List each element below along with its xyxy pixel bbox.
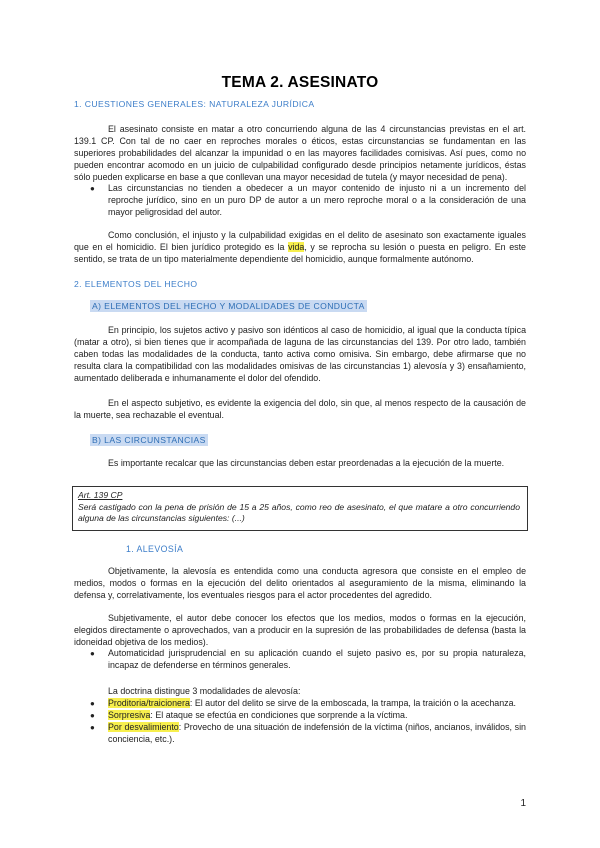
paragraph-subjective-alevosia-text: Subjetivamente, el autor debe conocer los efectos que los medios, modos o formas en la ejecución, elegidos directamente o aprovechados, van a producir en la supresión de las probabilidades de defensa (basta la idoneidad objetiva de los medios).	[74, 613, 526, 647]
modality-description: : El autor del delito se sirve de la emboscada, la trampa, la traición o la acechanza.	[189, 698, 516, 708]
section-1-heading: 1. CUESTIONES GENERALES: NATURALEZA JURÍDICA	[74, 99, 315, 109]
bullet-circumstances	[90, 183, 526, 219]
subsection-a-heading: A) ELEMENTOS DEL HECHO Y MODALIDADES DE CONDUCTA	[92, 301, 365, 311]
modality-proditoria	[90, 698, 526, 710]
modality-desvalimiento	[90, 722, 526, 746]
subsection-b-heading: B) LAS CIRCUNSTANCIAS	[92, 435, 206, 445]
bullet-automaticity-text: Automaticidad jurisprudencial en su aplicación cuando el sujeto pasivo es, por su propia naturaleza, incapaz de defenderse en términos generales.	[108, 648, 526, 670]
bullet-dot-icon: ●	[90, 184, 95, 193]
modality-sorpresiva	[90, 710, 526, 722]
modality-term: Por desvalimiento	[108, 722, 179, 732]
conclusion-text-after: , y se reprocha su lesión o puesta en peligro. En este sentido, se trata de un tipo materialmente dependiente del homicidio, aunque formalmente autónomo.	[74, 241, 526, 264]
bullet-dot-icon: ●	[90, 711, 95, 720]
bullet-dot-icon: ●	[90, 649, 95, 658]
article-text: Será castigado con la pena de prisión de 15 a 25 años, como reo de asesinato, el que matare a otro concurriendo alguna de las circunstancias siguientes: (...)	[78, 501, 520, 524]
alevosia-heading: 1. ALEVOSÍA	[126, 544, 184, 554]
paragraph-conclusion	[74, 230, 526, 266]
conclusion-text-before: Como conclusión, el injusto y la culpabilidad exigidas en el delito de asesinato son exactamente iguales que en el homicidio. El bien jurídico protegido es la	[74, 230, 526, 252]
article-reference: Art. 139 CP	[78, 490, 123, 500]
bullet-automaticity	[90, 648, 526, 672]
paragraph-objective	[74, 566, 526, 602]
paragraph-subjective-alevosia	[74, 613, 526, 649]
modality-term: Sorpresiva	[108, 710, 151, 720]
paragraph-definition-text: El asesinato consiste en matar a otro concurriendo alguna de las 4 circunstancias previstas en el art. 139.1 CP. Con tal de no caer en reproches morales o éticos, estas circunstancias se fundamentan en las superiores probabilidades del alcanzar la impunidad o en las mayores facilidades comisivas. Así pues, como no pueden encontrar acomodo en un juicio de culpabilidad configurado desde principios netamente jurídicos, éstas sólo pueden explicarse en base a que conllevan una mayor necesidad de tutela (y mayor necesidad de pena).	[74, 124, 526, 182]
paragraph-definition	[74, 124, 526, 184]
bullet-circumstances-text: Las circunstancias no tienden a obedecer a un mayor contenido de injusto ni a un incremento del reproche jurídico, sino en un puro DP de autor a un mero reproche moral o a la consideración de una mayor peligrosidad del autor.	[108, 183, 526, 217]
page-title: TEMA 2. ASESINATO	[221, 74, 379, 91]
article-quote-box	[72, 486, 528, 531]
paragraph-subjects	[74, 325, 526, 385]
paragraph-preordained	[74, 458, 526, 470]
modality-term: Proditoria/traicionera	[108, 698, 190, 708]
page-number: 1	[520, 798, 526, 809]
paragraph-subjective-text: En el aspecto subjetivo, es evidente la exigencia del dolo, sin que, al menos respecto de la causación de la muerte, sea rechazable el eventual.	[74, 398, 526, 420]
paragraph-subjective	[74, 398, 526, 422]
paragraph-objective-text: Objetivamente, la alevosía es entendida como una conducta agresora que consiste en el empleo de medios, modos o formas en la ejecución del delito orientados al aseguramiento de la misma, eliminando la defensa y, correlativamente, los eventuales riesgos para el actor procedentes del agredido.	[74, 566, 526, 600]
modality-description: : El ataque se efectúa en condiciones que sorprende a la víctima.	[150, 710, 408, 720]
bullet-dot-icon: ●	[90, 723, 95, 732]
doctrine-intro: La doctrina distingue 3 modalidades de alevosía:	[108, 686, 301, 696]
paragraph-preordained-text: Es importante recalcar que las circunstancias deben estar preordenadas a la ejecución de la muerte.	[108, 458, 505, 468]
modality-description: : Provecho de una situación de indefensión de la víctima (niños, ancianos, inválidos, sin conciencia, etc.).	[108, 722, 526, 744]
highlight-vida: vida	[288, 241, 305, 252]
bullet-dot-icon: ●	[90, 699, 95, 708]
article-quote-content	[78, 490, 520, 525]
paragraph-subjects-text: En principio, los sujetos activo y pasivo son idénticos al caso de homicidio, al igual que la conducta típica (matar a otro), si bien tienes que ir acompañada de laguna de las circunstancias del 139. Por otro lado, también caben todas las modalidades de la conducta, tanto activa como omisiva. Sin embargo, debe afirmarse que no resulta clara la compatibilidad con las modalidades omisivas de las circunstancias 1) alevosía y 3) ensañamiento, aumentado deliberada e inhumanamente el dolor del ofendido.	[74, 325, 526, 383]
section-2-heading: 2. ELEMENTOS DEL HECHO	[74, 279, 198, 289]
